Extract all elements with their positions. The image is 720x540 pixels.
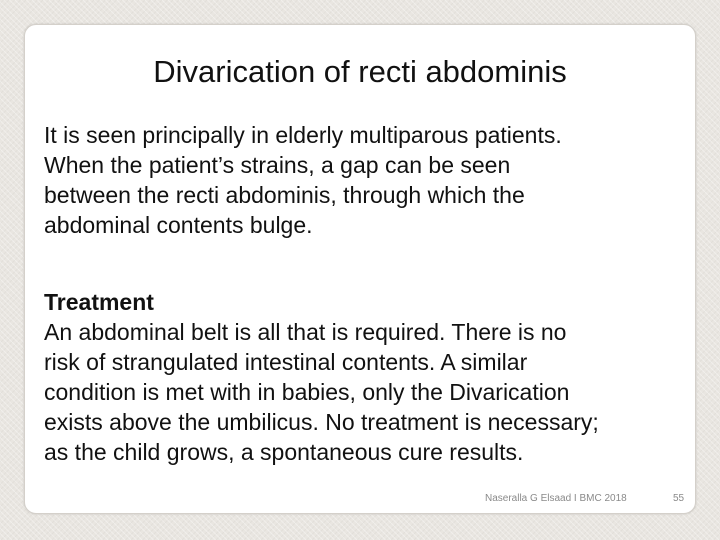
paragraph-treatment [44,287,599,467]
treatment-heading: Treatment [44,289,154,315]
footer-credit: Naseralla G Elsaad I BMC 2018 [485,493,627,504]
paragraph-line: condition is met with in babies, only the Divarication [44,379,570,405]
paragraph-line: risk of strangulated intestinal contents. A similar [44,349,528,375]
paragraph-description [44,120,562,240]
paragraph-line: When the patient’s strains, a gap can be seen [44,152,511,178]
paragraph-line: as the child grows, a spontaneous cure results. [44,439,524,465]
paragraph-line: exists above the umbilicus. No treatment is necessary; [44,409,599,435]
paragraph-line: between the recti abdominis, through which the [44,182,525,208]
page-number: 55 [673,493,685,504]
slide-title: Divarication of recti abdominis [153,54,567,89]
paragraph-line: An abdominal belt is all that is required. There is no [44,319,567,345]
paragraph-line: It is seen principally in elderly multiparous patients. [44,122,562,148]
paragraph-line: abdominal contents bulge. [44,212,313,238]
slide-card [24,24,696,514]
